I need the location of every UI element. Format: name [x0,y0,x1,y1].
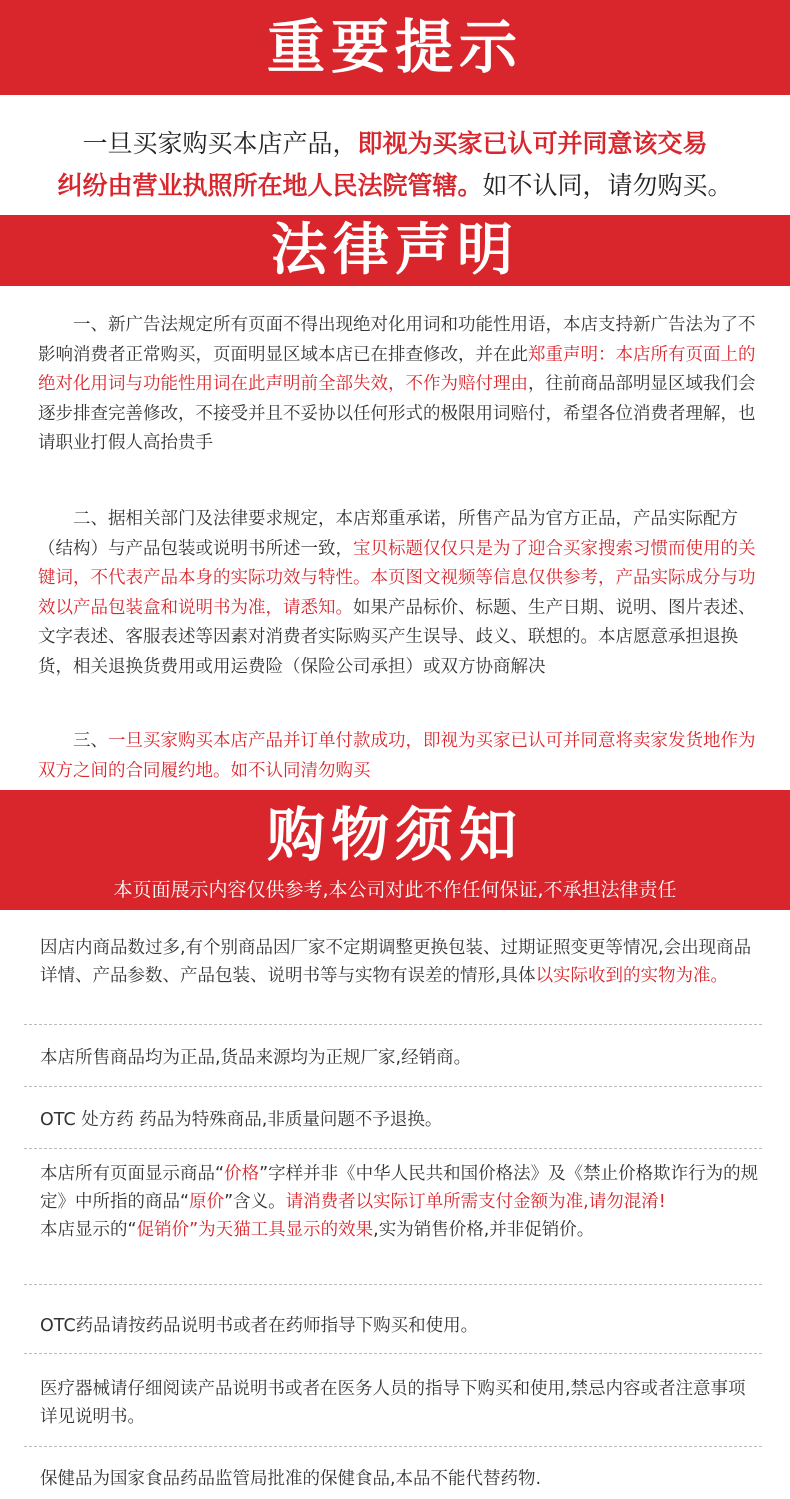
legal-p1-red: 郑重声明：本店所有页面上的绝对化用词与功能性用词在此声明前全部失效，不作为赔付理由 [38,344,756,394]
price-red-2: 原价 [189,1192,225,1212]
legal-p2-red: 宝贝标题仅仅只是为了迎合买家搜索习惯而使用的关键词，不代表产品本身的实际功效与特性。本页图文视频等信息仅供参考，产品实际成分与功效以产品包装盒和说明书为准，请悉知。 [38,538,756,618]
divider [24,1024,762,1025]
shopping-item-price [40,1160,760,1244]
legal-paragraph-2 [38,505,758,682]
price-text-b: ”字样并非《中华人民共和国价格法》及《禁止价格欺诈行为的规定》中所指的商品“ [40,1164,759,1212]
legal-statement-banner [0,215,790,286]
shopping-notice-subtitle: 本页面展示内容仅供参考,本公司对此不作任何保证,不承担法律责任 [113,879,677,901]
price-text-d: 本店显示的“ [40,1220,137,1240]
price-text-e: ,实为销售价格,并非促销价。 [373,1220,595,1240]
legal-p1-text-b: ，往前商品部明显区域我们会逐步排查完善修改，不接受并且不妥协以任何形式的极限用词赔付，希望各位消费者理解，也请职业打假人高抬贵手 [38,374,756,453]
notice-line2-red: 纠纷由营业执照所在地人民法院管辖。 [57,171,483,200]
legal-p1-text-a: 一、新广告法规定所有页面不得出现绝对化用词和功能性用语，本店支持新广告法为了不影响消费者正常购买，页面明显区域本店已在排查修改，并在此 [38,315,756,365]
divider [24,1446,762,1447]
divider [24,1353,762,1354]
price-red-3: 请消费者以实际订单所需支付金额为准,请勿混淆! [285,1192,666,1212]
divider [24,1284,762,1285]
shopping-item-otc-prescription: OTC 处方药 药品为特殊商品,非质量问题不予退换。 [40,1110,443,1130]
important-notice-title: 重要提示 [266,13,523,81]
shopping-item-authentic: 本店所售商品均为正品,货品来源均为正规厂家,经销商。 [40,1048,472,1068]
legal-paragraph-3 [38,727,758,786]
notice-line1-plain: 一旦买家购买本店产品， [82,129,358,158]
legal-p2-text-a: 二、据相关部门及法律要求规定，本店郑重承诺，所售产品为官方正品，产品实际配方（结构）与产品包装或说明书所述一致， [38,509,738,559]
notice-line2-plain: 如不认同，请勿购买。 [482,171,733,200]
shopping-item-medical-device: 医疗器械请仔细阅读产品说明书或者在医务人员的指导下购买和使用,禁忌内容或者注意事项详见说明书。 [40,1379,746,1427]
legal-p2-text-b: 如果产品标价、标题、生产日期、说明、图片表述、文字表述、客服表述等因素对消费者实际购买产生误导、歧义、联想的。本店愿意承担退换货，相关退换货费用或用运费险（保险公司承担）或双方协商解决 [38,597,756,677]
shopping-item-otc-usage: OTC药品请按药品说明书或者在药师指导下购买和使用。 [40,1316,479,1336]
price-text-c: ”含义。 [224,1192,286,1212]
shopping-notice-banner [0,790,790,910]
price-red-1: 价格 [224,1164,260,1184]
shopping-item1-text: 因店内商品数过多,有个别商品因厂家不定期调整更换包装、过期证照变更等情况,会出现商品详情、产品参数、产品包装、说明书等与实物有误差的情形,具体 [40,938,752,986]
price-red-4: 促销价 [136,1220,190,1240]
shopping-item1-red: 以实际收到的实物为准。 [535,966,729,986]
divider [24,1086,762,1087]
important-notice-line-2 [0,164,790,208]
legal-paragraph-1 [38,311,758,459]
legal-p3-red: 一旦买家购买本店产品并订单付款成功，即视为买家已认可并同意将卖家发货地作为双方之间的合同履约地。如不认同清勿购买 [38,731,756,781]
shopping-item-packaging [40,934,760,990]
divider [24,1148,762,1149]
price-text-a: 本店所有页面显示商品“ [40,1164,225,1184]
legal-statement-title: 法律声明 [271,218,519,283]
notice-line1-red: 即视为买家已认可并同意该交易 [357,129,708,158]
legal-p3-text-a: 三、 [73,731,108,751]
shopping-notice-title: 购物须知 [266,801,523,869]
shopping-item-health-product: 保健品为国家食品药品监管局批准的保健食品,本品不能代替药物. [40,1469,542,1489]
price-red-5: ”为天猫工具显示的效果 [189,1220,374,1240]
important-notice-line-1 [0,122,790,166]
important-notice-banner [0,0,790,95]
